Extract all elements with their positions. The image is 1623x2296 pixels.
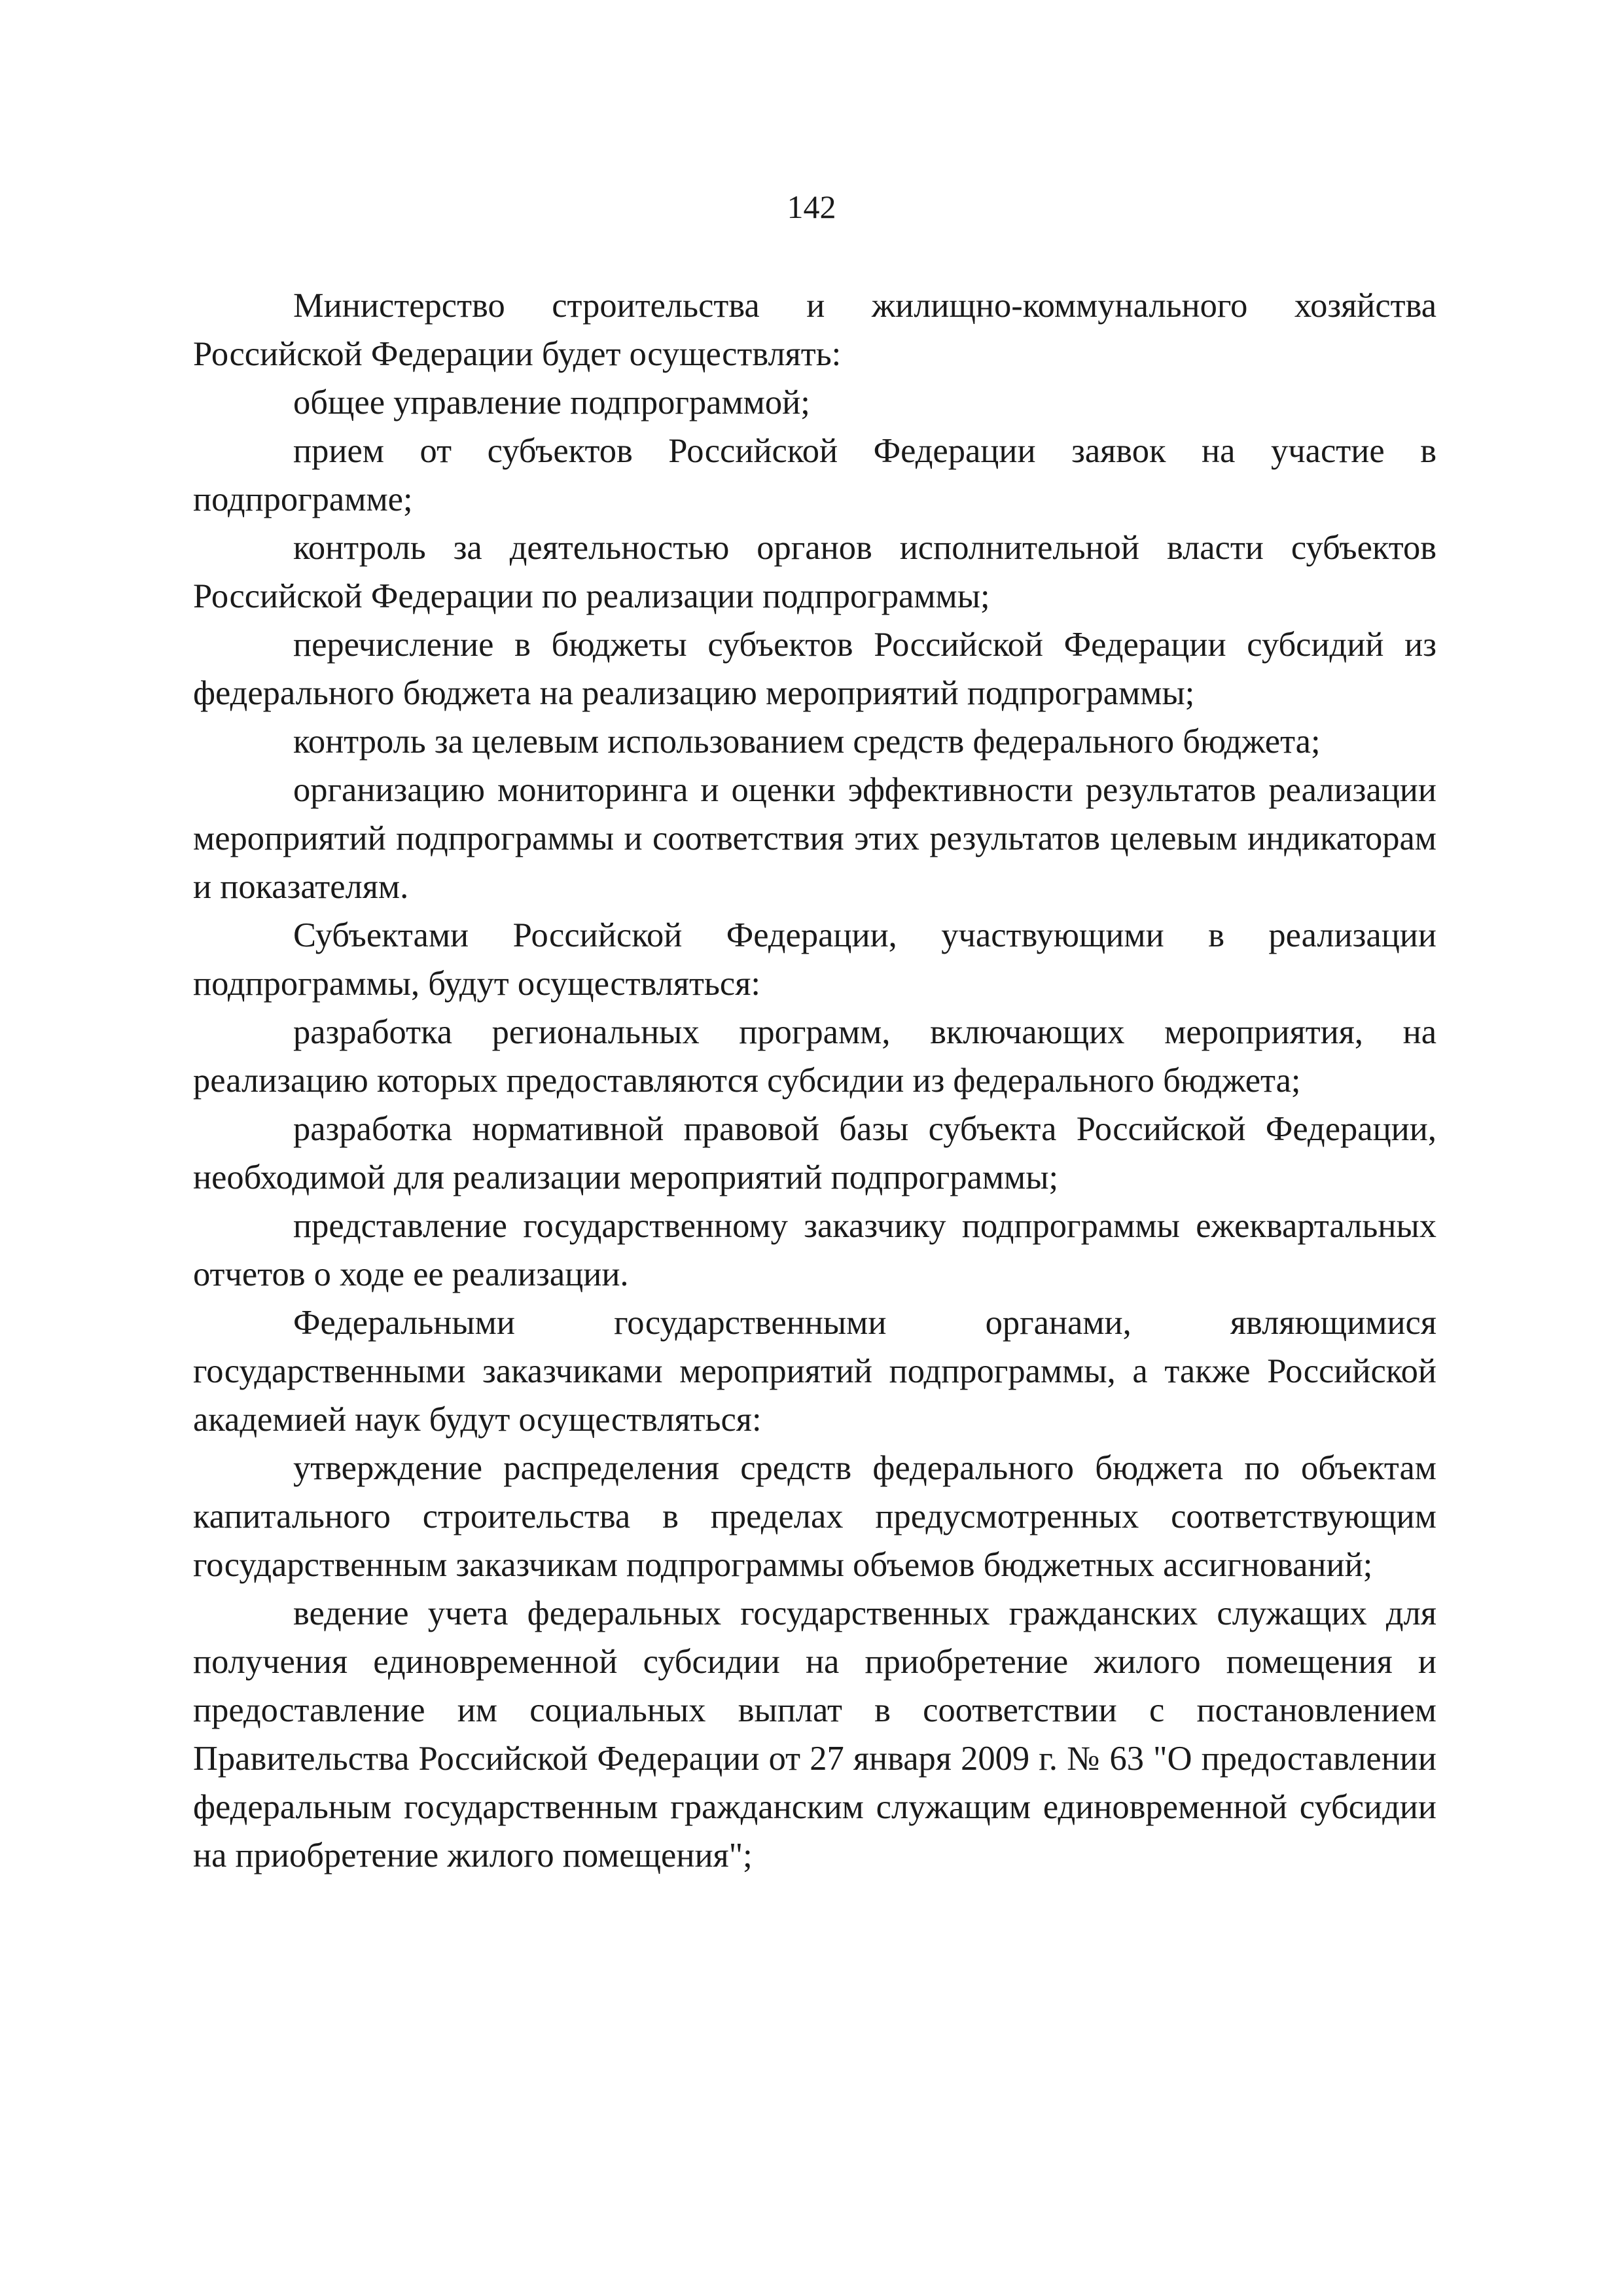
paragraph: Федеральными государственными органами, являющимися государственными заказчиками мероприятий подпрограммы, а также Российской академией наук будут осуществляться: (193, 1304, 1436, 1439)
paragraph: разработка нормативной правовой базы субъекта Российской Федерации, необходимой для реализации мероприятий подпрограммы; (193, 1110, 1436, 1196)
paragraph: ведение учета федеральных государственных гражданских служащих для получения единовременной субсидии на приобретение жилого помещения и предоставление им социальных выплат в соответствии с постановлением Правительства Российской Федерации от 27 января 2009 г. № 63 "О предоставлении федеральным государственным гражданским служащим единовременной субсидии на приобретение жилого помещения"; (193, 1594, 1436, 1874)
paragraph: контроль за деятельностью органов исполнительной власти субъектов Российской Федерации по реализации подпрограммы; (193, 529, 1436, 615)
page-number: 142 (787, 188, 836, 225)
paragraph: утверждение распределения средств федерального бюджета по объектам капитального строительства в пределах предусмотренных соответствующим государственным заказчикам подпрограммы объемов бюджетных ассигнований; (193, 1449, 1436, 1584)
paragraph: перечисление в бюджеты субъектов Российской Федерации субсидий из федерального бюджета на реализацию мероприятий подпрограммы; (193, 626, 1436, 712)
paragraph: контроль за целевым использованием средств федерального бюджета; (293, 723, 1321, 761)
paragraph: представление государственному заказчику подпрограммы ежеквартальных отчетов о ходе ее реализации. (193, 1207, 1436, 1293)
paragraph: общее управление подпрограммой; (293, 384, 810, 422)
paragraph: Министерство строительства и жилищно-коммунального хозяйства Российской Федерации будет осуществлять: (193, 287, 1436, 373)
document-body (193, 281, 1436, 1880)
paragraph: организацию мониторинга и оценки эффективности результатов реализации мероприятий подпрограммы и соответствия этих результатов целевым индикаторам и показателям. (193, 771, 1436, 906)
paragraph: разработка региональных программ, включающих мероприятия, на реализацию которых предоставляются субсидии из федерального бюджета; (193, 1013, 1436, 1100)
paragraph: Субъектами Российской Федерации, участвующими в реализации подпрограммы, будут осуществляться: (193, 916, 1436, 1003)
paragraph: прием от субъектов Российской Федерации заявок на участие в подпрограмме; (193, 432, 1436, 518)
